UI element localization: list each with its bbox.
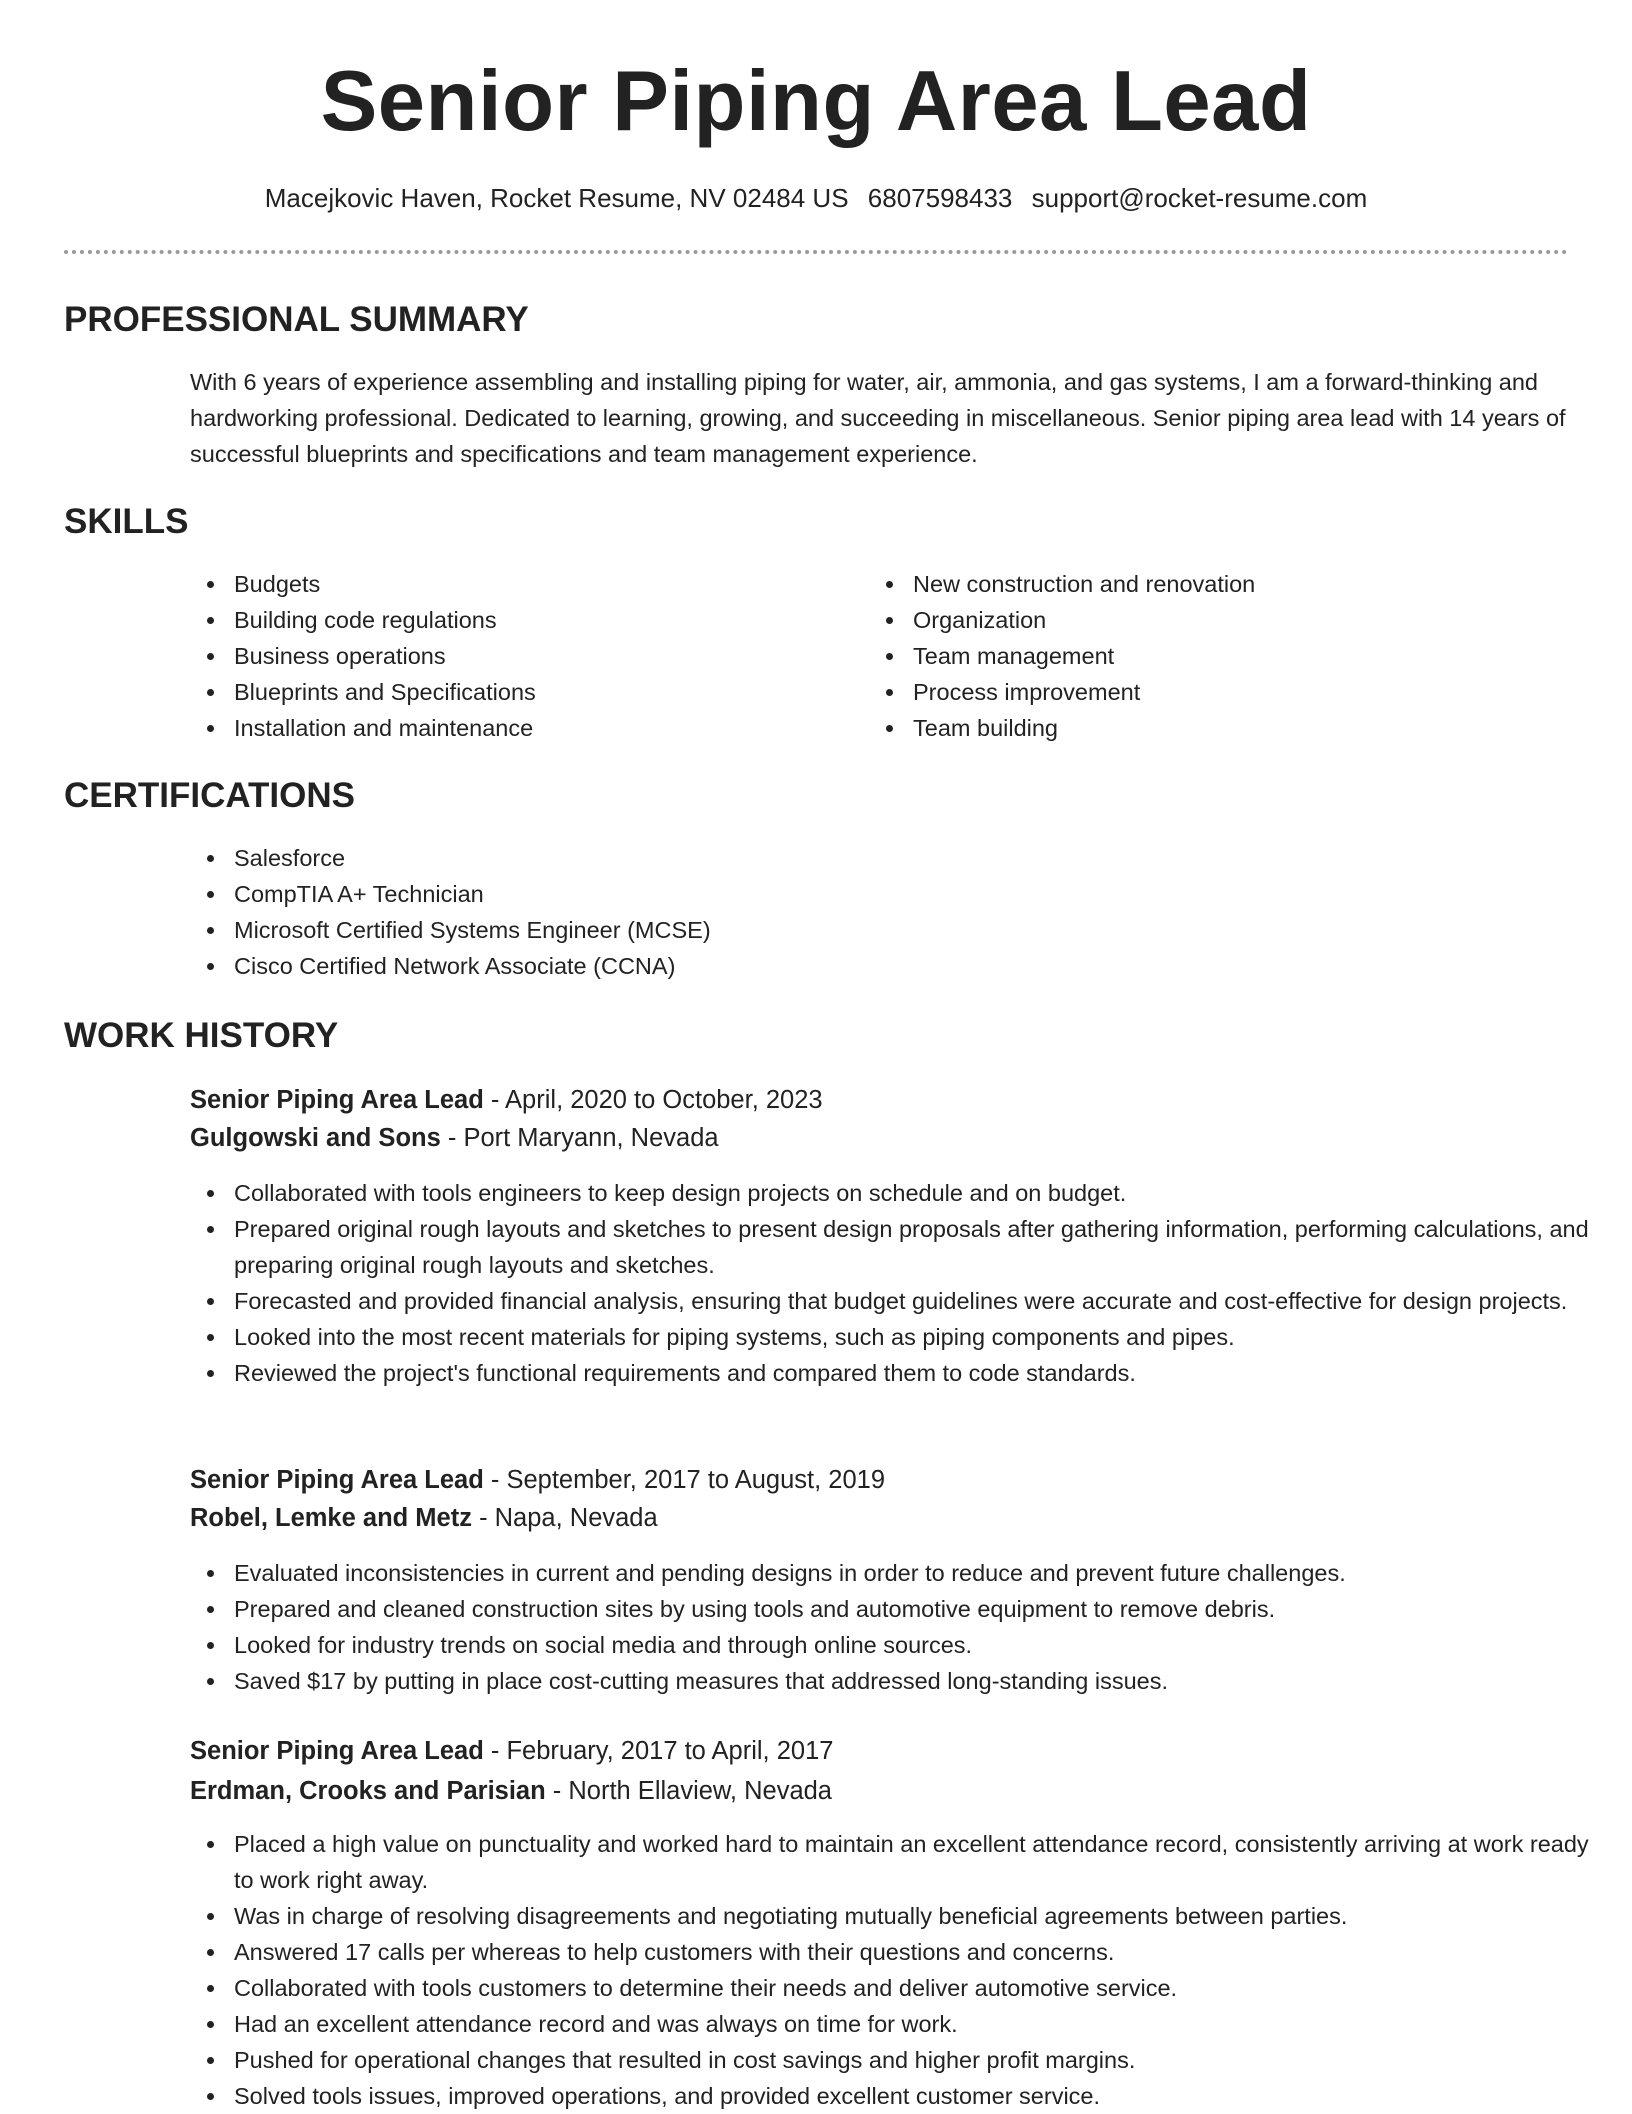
job-bullet: Looked into the most recent materials for piping systems, such as piping components and pipes.: [234, 1319, 1600, 1355]
skills-list-right: [869, 566, 1553, 746]
job-role: Senior Piping Area Lead: [190, 1466, 484, 1494]
job-bullet: Solved tools issues, improved operations, and provided excellent customer service.: [234, 2078, 1600, 2114]
job-dates: - April, 2020 to October, 2023: [483, 1086, 823, 1114]
job-company: Erdman, Crooks and Parisian: [190, 1777, 546, 1805]
job-bullet: Reviewed the project's functional requirements and compared them to code standards.: [234, 1355, 1600, 1391]
job-bullet: Pushed for operational changes that resulted in cost savings and higher profit margins.: [234, 2042, 1600, 2078]
job-title-line: [190, 1461, 1570, 1499]
certification-item: Microsoft Certified Systems Engineer (MCSE): [234, 912, 1534, 948]
job-bullet: Had an excellent attendance record and was always on time for work.: [234, 2006, 1600, 2042]
job-bullets: [190, 1555, 1600, 1699]
skill-item: Business operations: [234, 638, 834, 674]
contact-email: support@rocket-resume.com: [1031, 183, 1368, 213]
skill-item: Team building: [913, 710, 1553, 746]
job-dates: - February, 2017 to April, 2017: [483, 1737, 834, 1765]
contact-phone: 6807598433: [867, 183, 1013, 213]
job-bullet: Saved $17 by putting in place cost-cutting measures that addressed long-standing issues.: [234, 1663, 1600, 1699]
job-bullet: Prepared and cleaned construction sites by using tools and automotive equipment to remove debris.: [234, 1591, 1600, 1627]
header-divider: [64, 250, 1568, 254]
candidate-name: Senior Piping Area Lead: [320, 54, 1312, 149]
job-location: - Port Maryann, Nevada: [440, 1124, 719, 1152]
job-company: Gulgowski and Sons: [190, 1124, 441, 1152]
summary-text: With 6 years of experience assembling and installing piping for water, air, ammonia, and gas systems, I am a forward-thinking and hardworking professional. Dedicated to learning, growing, and succeeding in miscellaneous. Senior piping area lead with 14 years of successful blueprints and specifications and team management experience.: [190, 369, 1566, 467]
job-location: - Napa, Nevada: [471, 1504, 658, 1532]
job-bullet: Was in charge of resolving disagreements and negotiating mutually beneficial agreements between parties.: [234, 1898, 1600, 1934]
job-bullets: [190, 1175, 1600, 1391]
job-bullet: Answered 17 calls per whereas to help customers with their questions and concerns.: [234, 1934, 1600, 1970]
section-title-summary: PROFESSIONAL SUMMARY: [64, 300, 529, 339]
skill-item: Team management: [913, 638, 1553, 674]
job-bullet: Collaborated with tools engineers to keep design projects on schedule and on budget.: [234, 1175, 1600, 1211]
job-location: - North Ellaview, Nevada: [545, 1777, 832, 1805]
job-bullet: Placed a high value on punctuality and worked hard to maintain an excellent attendance record, consistently arriving at work ready to work right away.: [234, 1826, 1600, 1898]
skill-item: Process improvement: [913, 674, 1553, 710]
certification-item: Salesforce: [234, 840, 1534, 876]
job-dates: - September, 2017 to August, 2019: [483, 1466, 885, 1494]
job-company-line: [190, 1119, 1570, 1157]
section-title-skills: SKILLS: [64, 502, 189, 541]
job-title-line: [190, 1732, 1570, 1770]
job-title-line: [190, 1081, 1570, 1119]
contact-line: [0, 180, 1632, 216]
skill-item: Organization: [913, 602, 1553, 638]
job-role: Senior Piping Area Lead: [190, 1737, 484, 1765]
job-bullet: Prepared original rough layouts and sketches to present design proposals after gathering information, performing calculations, and preparing original rough layouts and sketches.: [234, 1211, 1600, 1283]
skill-item: Installation and maintenance: [234, 710, 834, 746]
certifications-list: [190, 840, 1534, 984]
skill-item: Building code regulations: [234, 602, 834, 638]
job-bullet: Forecasted and provided financial analysis, ensuring that budget guidelines were accurate and cost-effective for design projects.: [234, 1283, 1600, 1319]
job-bullet: Looked for industry trends on social media and through online sources.: [234, 1627, 1600, 1663]
skills-list-left: [190, 566, 834, 746]
job-bullet: Collaborated with tools customers to determine their needs and deliver automotive service.: [234, 1970, 1600, 2006]
skill-item: Budgets: [234, 566, 834, 602]
job-company-line: [190, 1499, 1570, 1537]
job-bullets: [190, 1826, 1600, 2114]
section-title-work-history: WORK HISTORY: [64, 1016, 339, 1055]
certification-item: Cisco Certified Network Associate (CCNA): [234, 948, 1534, 984]
section-title-certifications: CERTIFICATIONS: [64, 776, 356, 815]
job-company-line: [190, 1772, 1570, 1810]
job-company: Robel, Lemke and Metz: [190, 1504, 472, 1532]
skill-item: New construction and renovation: [913, 566, 1553, 602]
certification-item: CompTIA A+ Technician: [234, 876, 1534, 912]
skill-item: Blueprints and Specifications: [234, 674, 834, 710]
job-bullet: Evaluated inconsistencies in current and pending designs in order to reduce and prevent future challenges.: [234, 1555, 1600, 1591]
job-role: Senior Piping Area Lead: [190, 1086, 484, 1114]
contact-address: Macejkovic Haven, Rocket Resume, NV 02484 US: [264, 183, 849, 213]
